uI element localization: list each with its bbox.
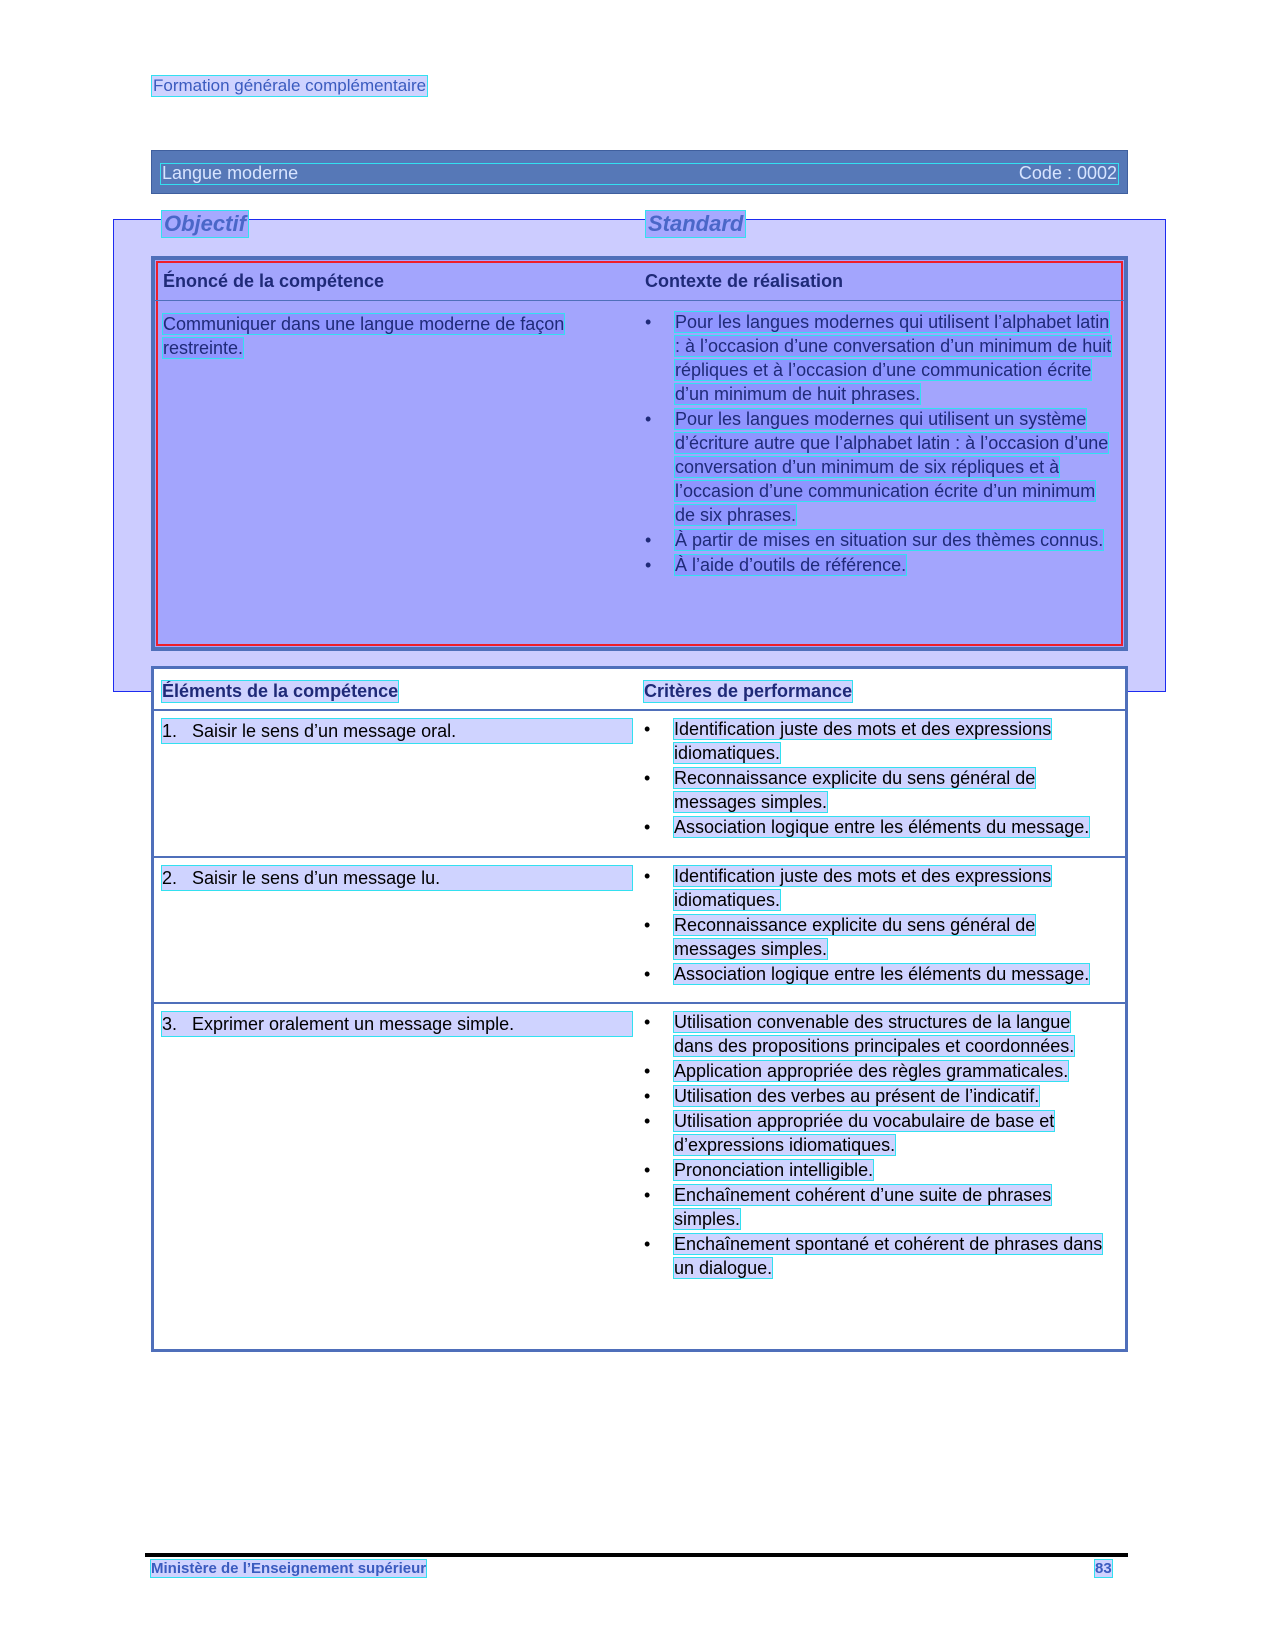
bullet-icon: •: [644, 1086, 651, 1106]
criteria-item: [644, 962, 1114, 986]
competency-element: [162, 719, 632, 743]
competency-statement-text: Communiquer dans une langue moderne de façon restreinte.: [163, 314, 565, 358]
criteria-list: [644, 717, 1114, 840]
criteria-text: Utilisation convenable des structures de la langue dans des propositions principales et coordonnées.: [674, 1012, 1075, 1056]
criteria-item: [644, 913, 1114, 961]
criteria-item: [644, 717, 1114, 765]
context-list: [645, 310, 1115, 578]
element-text: Exprimer oralement un message simple.: [192, 1014, 515, 1034]
criteria-item: [644, 1084, 1114, 1108]
criteria-text: Utilisation des verbes au présent de l’indicatif.: [674, 1086, 1040, 1106]
criteria-text: Application appropriée des règles grammaticales.: [674, 1061, 1069, 1081]
criteria-text: Reconnaissance explicite du sens général de messages simples.: [674, 915, 1036, 959]
criteria-text: Prononciation intelligible.: [674, 1160, 874, 1180]
header-contexte: Contexte de réalisation: [645, 271, 844, 291]
element-number: 1.: [162, 721, 178, 741]
context-item: [645, 407, 1115, 527]
bullet-icon: •: [645, 409, 652, 429]
row-divider: [154, 709, 1125, 711]
bullet-icon: •: [644, 866, 651, 886]
criteria-item: [644, 1010, 1114, 1058]
criteria-text: Reconnaissance explicite du sens général de messages simples.: [674, 768, 1036, 812]
criteria-text: Association logique entre les éléments du message.: [674, 817, 1090, 837]
course-title: Langue moderne: [162, 163, 299, 183]
running-head: Formation générale complémentaire: [153, 76, 427, 95]
criteria-text: Association logique entre les éléments du message.: [674, 964, 1090, 984]
bullet-icon: •: [644, 1111, 651, 1131]
element-text: Saisir le sens d’un message oral.: [192, 721, 457, 741]
context-item-text: À partir de mises en situation sur des thèmes connus.: [675, 530, 1104, 550]
criteria-item: [644, 1059, 1114, 1083]
bullet-icon: •: [644, 1160, 651, 1180]
row-divider: [154, 1002, 1125, 1004]
bullet-icon: •: [645, 312, 652, 332]
bullet-icon: •: [644, 768, 651, 788]
bullet-icon: •: [645, 555, 652, 575]
criteria-list: [644, 1010, 1114, 1281]
performance-table: [151, 666, 1128, 1352]
element-number: 3.: [162, 1014, 178, 1034]
criteria-item: [644, 766, 1114, 814]
criteria-text: Enchaînement cohérent d’une suite de phrases simples.: [674, 1185, 1052, 1229]
criteria-text: Identification juste des mots et des expressions idiomatiques.: [674, 866, 1052, 910]
context-item-text: À l’aide d’outils de référence.: [675, 555, 907, 575]
criteria-text: Enchaînement spontané et cohérent de phrases dans un dialogue.: [674, 1234, 1103, 1278]
criteria-item: [644, 1109, 1114, 1157]
competency-element: [162, 866, 632, 890]
context-item-text: Pour les langues modernes qui utilisent un système d’écriture autre que l’alphabet latin : à l’occasion d’une conversation d’un minimum de six répliques et à l’occasion d’une communication écrite d’un minimum de six phrases.: [675, 409, 1109, 525]
bullet-icon: •: [644, 1061, 651, 1081]
header-criteres: Critères de performance: [644, 681, 853, 701]
bullet-icon: •: [644, 915, 651, 935]
criteria-list: [644, 864, 1114, 987]
criteria-text: Utilisation appropriée du vocabulaire de base et d’expressions idiomatiques.: [674, 1111, 1055, 1155]
bullet-icon: •: [645, 530, 652, 550]
bullet-icon: •: [644, 964, 651, 984]
bullet-icon: •: [644, 1185, 651, 1205]
bullet-icon: •: [644, 719, 651, 739]
header-enonce: Énoncé de la compétence: [163, 271, 385, 291]
criteria-item: [644, 815, 1114, 839]
criteria-item: [644, 1232, 1114, 1280]
title-bar: [151, 150, 1128, 194]
context-item: [645, 528, 1115, 552]
criteria-item: [644, 1158, 1114, 1182]
objective-label: Objectif: [164, 211, 246, 236]
row-divider: [154, 856, 1125, 858]
context-item: [645, 310, 1115, 406]
header-elements: Éléments de la compétence: [162, 681, 399, 701]
element-text: Saisir le sens d’un message lu.: [192, 868, 441, 888]
criteria-item: [644, 1183, 1114, 1231]
page-number: 83: [1095, 1560, 1112, 1577]
competency-element: [162, 1012, 632, 1036]
criteria-text: Identification juste des mots et des expressions idiomatiques.: [674, 719, 1052, 763]
bullet-icon: •: [644, 1234, 651, 1254]
footer-rule: [145, 1553, 1128, 1557]
bullet-icon: •: [644, 1012, 651, 1032]
criteria-item: [644, 864, 1114, 912]
standard-label: Standard: [648, 211, 744, 236]
footer-ministry: Ministère de l’Enseignement supérieur: [151, 1560, 427, 1577]
course-code: Code : 0002: [1018, 163, 1117, 183]
element-number: 2.: [162, 868, 178, 888]
competency-statement: [163, 312, 633, 360]
context-item-text: Pour les langues modernes qui utilisent l’alphabet latin : à l’occasion d’une conversation d’un minimum de huit répliques et à l’occasion d’une communication écrite d’un minimum de huit phrases.: [675, 312, 1112, 404]
objective-table: [151, 256, 1128, 651]
context-item: [645, 553, 1115, 577]
bullet-icon: •: [644, 817, 651, 837]
